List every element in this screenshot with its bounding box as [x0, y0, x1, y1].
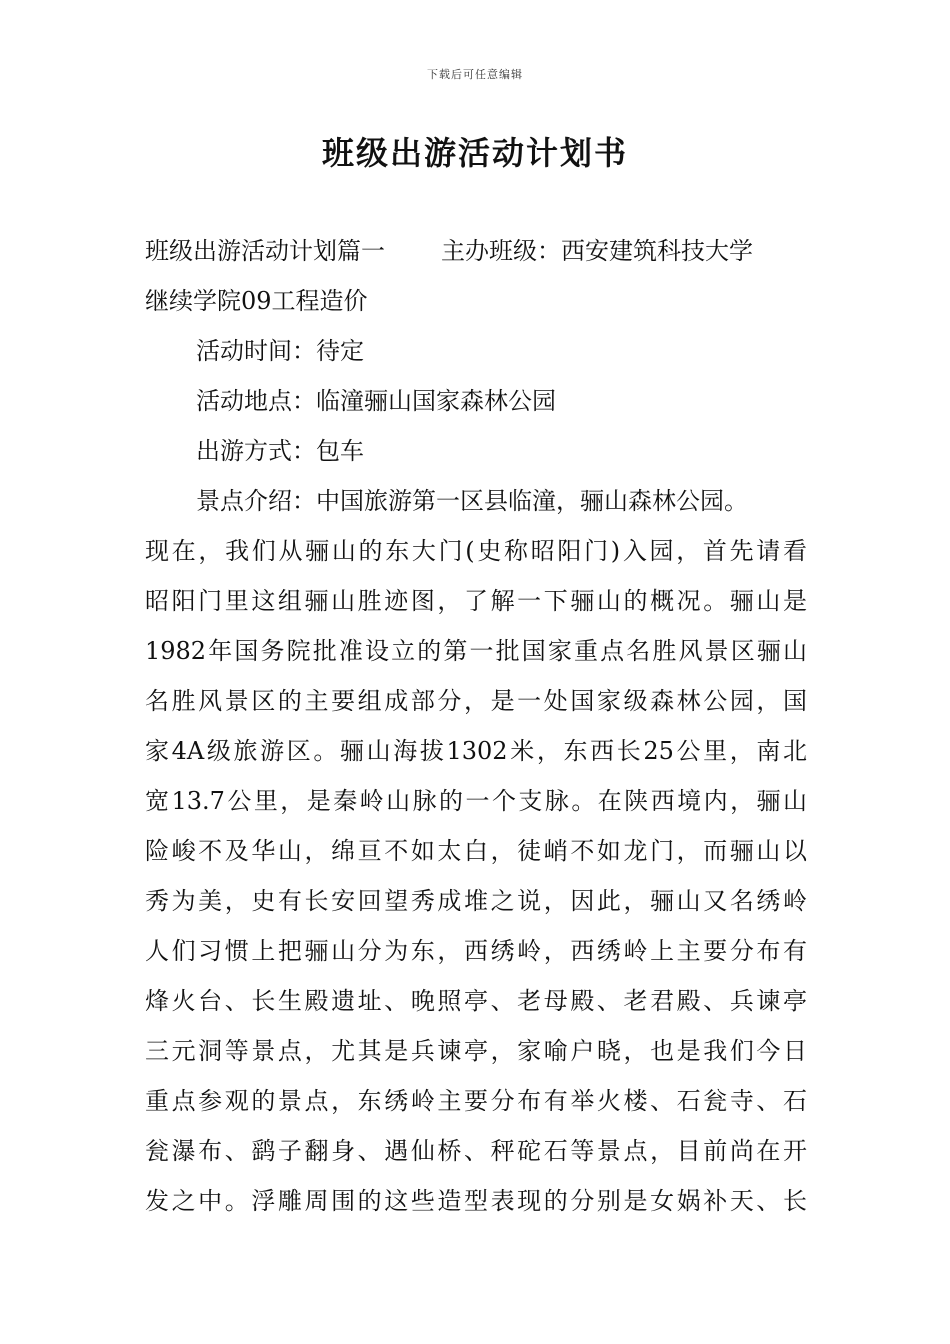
paragraph-line: 宽13.7公里，是秦岭山脉的一个支脉。在陕西境内，骊山: [145, 787, 807, 815]
organizer-text: 主办班级：西安建筑科技大学: [441, 237, 753, 265]
paragraph-line: 险峻不及华山，绵亘不如太白，徒峭不如龙门，而骊山以: [145, 837, 807, 865]
scenic-intro-line: 景点介绍：中国旅游第一区县临潼，骊山森林公园。: [196, 487, 748, 515]
paragraph-line: 三元洞等景点，尤其是兵谏亭，家喻户晓，也是我们今日: [145, 1037, 807, 1065]
paragraph-line: 秀为美，史有长安回望秀成堆之说，因此，骊山又名绣岭: [145, 887, 807, 915]
section-heading: 班级出游活动计划篇一: [145, 237, 385, 265]
paragraph-line: 1982年国务院批准设立的第一批国家重点名胜风景区骊山: [145, 637, 807, 665]
header-note: 下载后可任意编辑: [427, 68, 523, 81]
paragraph-line: 烽火台、长生殿遗址、晚照亭、老母殿、老君殿、兵谏亭: [145, 987, 807, 1015]
activity-location: 活动地点：临潼骊山国家森林公园: [196, 387, 556, 415]
paragraph-line: 现在，我们从骊山的东大门(史称昭阳门)入园，首先请看: [145, 537, 807, 565]
body-line-2: 继续学院09工程造价: [145, 287, 368, 315]
activity-time: 活动时间：待定: [196, 337, 364, 365]
document-body: [145, 226, 807, 1226]
document-title: 班级出游活动计划书: [321, 134, 628, 172]
paragraph-line: 重点参观的景点，东绣岭主要分布有举火楼、石瓮寺、石: [145, 1087, 807, 1115]
paragraph-line: 名胜风景区的主要组成部分，是一处国家级森林公园，国: [145, 687, 807, 715]
body-line-1: [145, 226, 807, 276]
paragraph-line: 家4A级旅游区。骊山海拔1302米，东西长25公里，南北: [145, 737, 807, 765]
travel-method: 出游方式：包车: [196, 437, 364, 465]
paragraph-line: 瓮瀑布、鹞子翻身、遇仙桥、秤砣石等景点，目前尚在开: [145, 1137, 807, 1165]
paragraph-line: 昭阳门里这组骊山胜迹图，了解一下骊山的概况。骊山是: [145, 587, 807, 615]
paragraph-line: 人们习惯上把骊山分为东，西绣岭，西绣岭上主要分布有: [145, 937, 807, 965]
paragraph-line: 发之中。浮雕周围的这些造型表现的分别是女娲补天、长: [145, 1187, 807, 1215]
